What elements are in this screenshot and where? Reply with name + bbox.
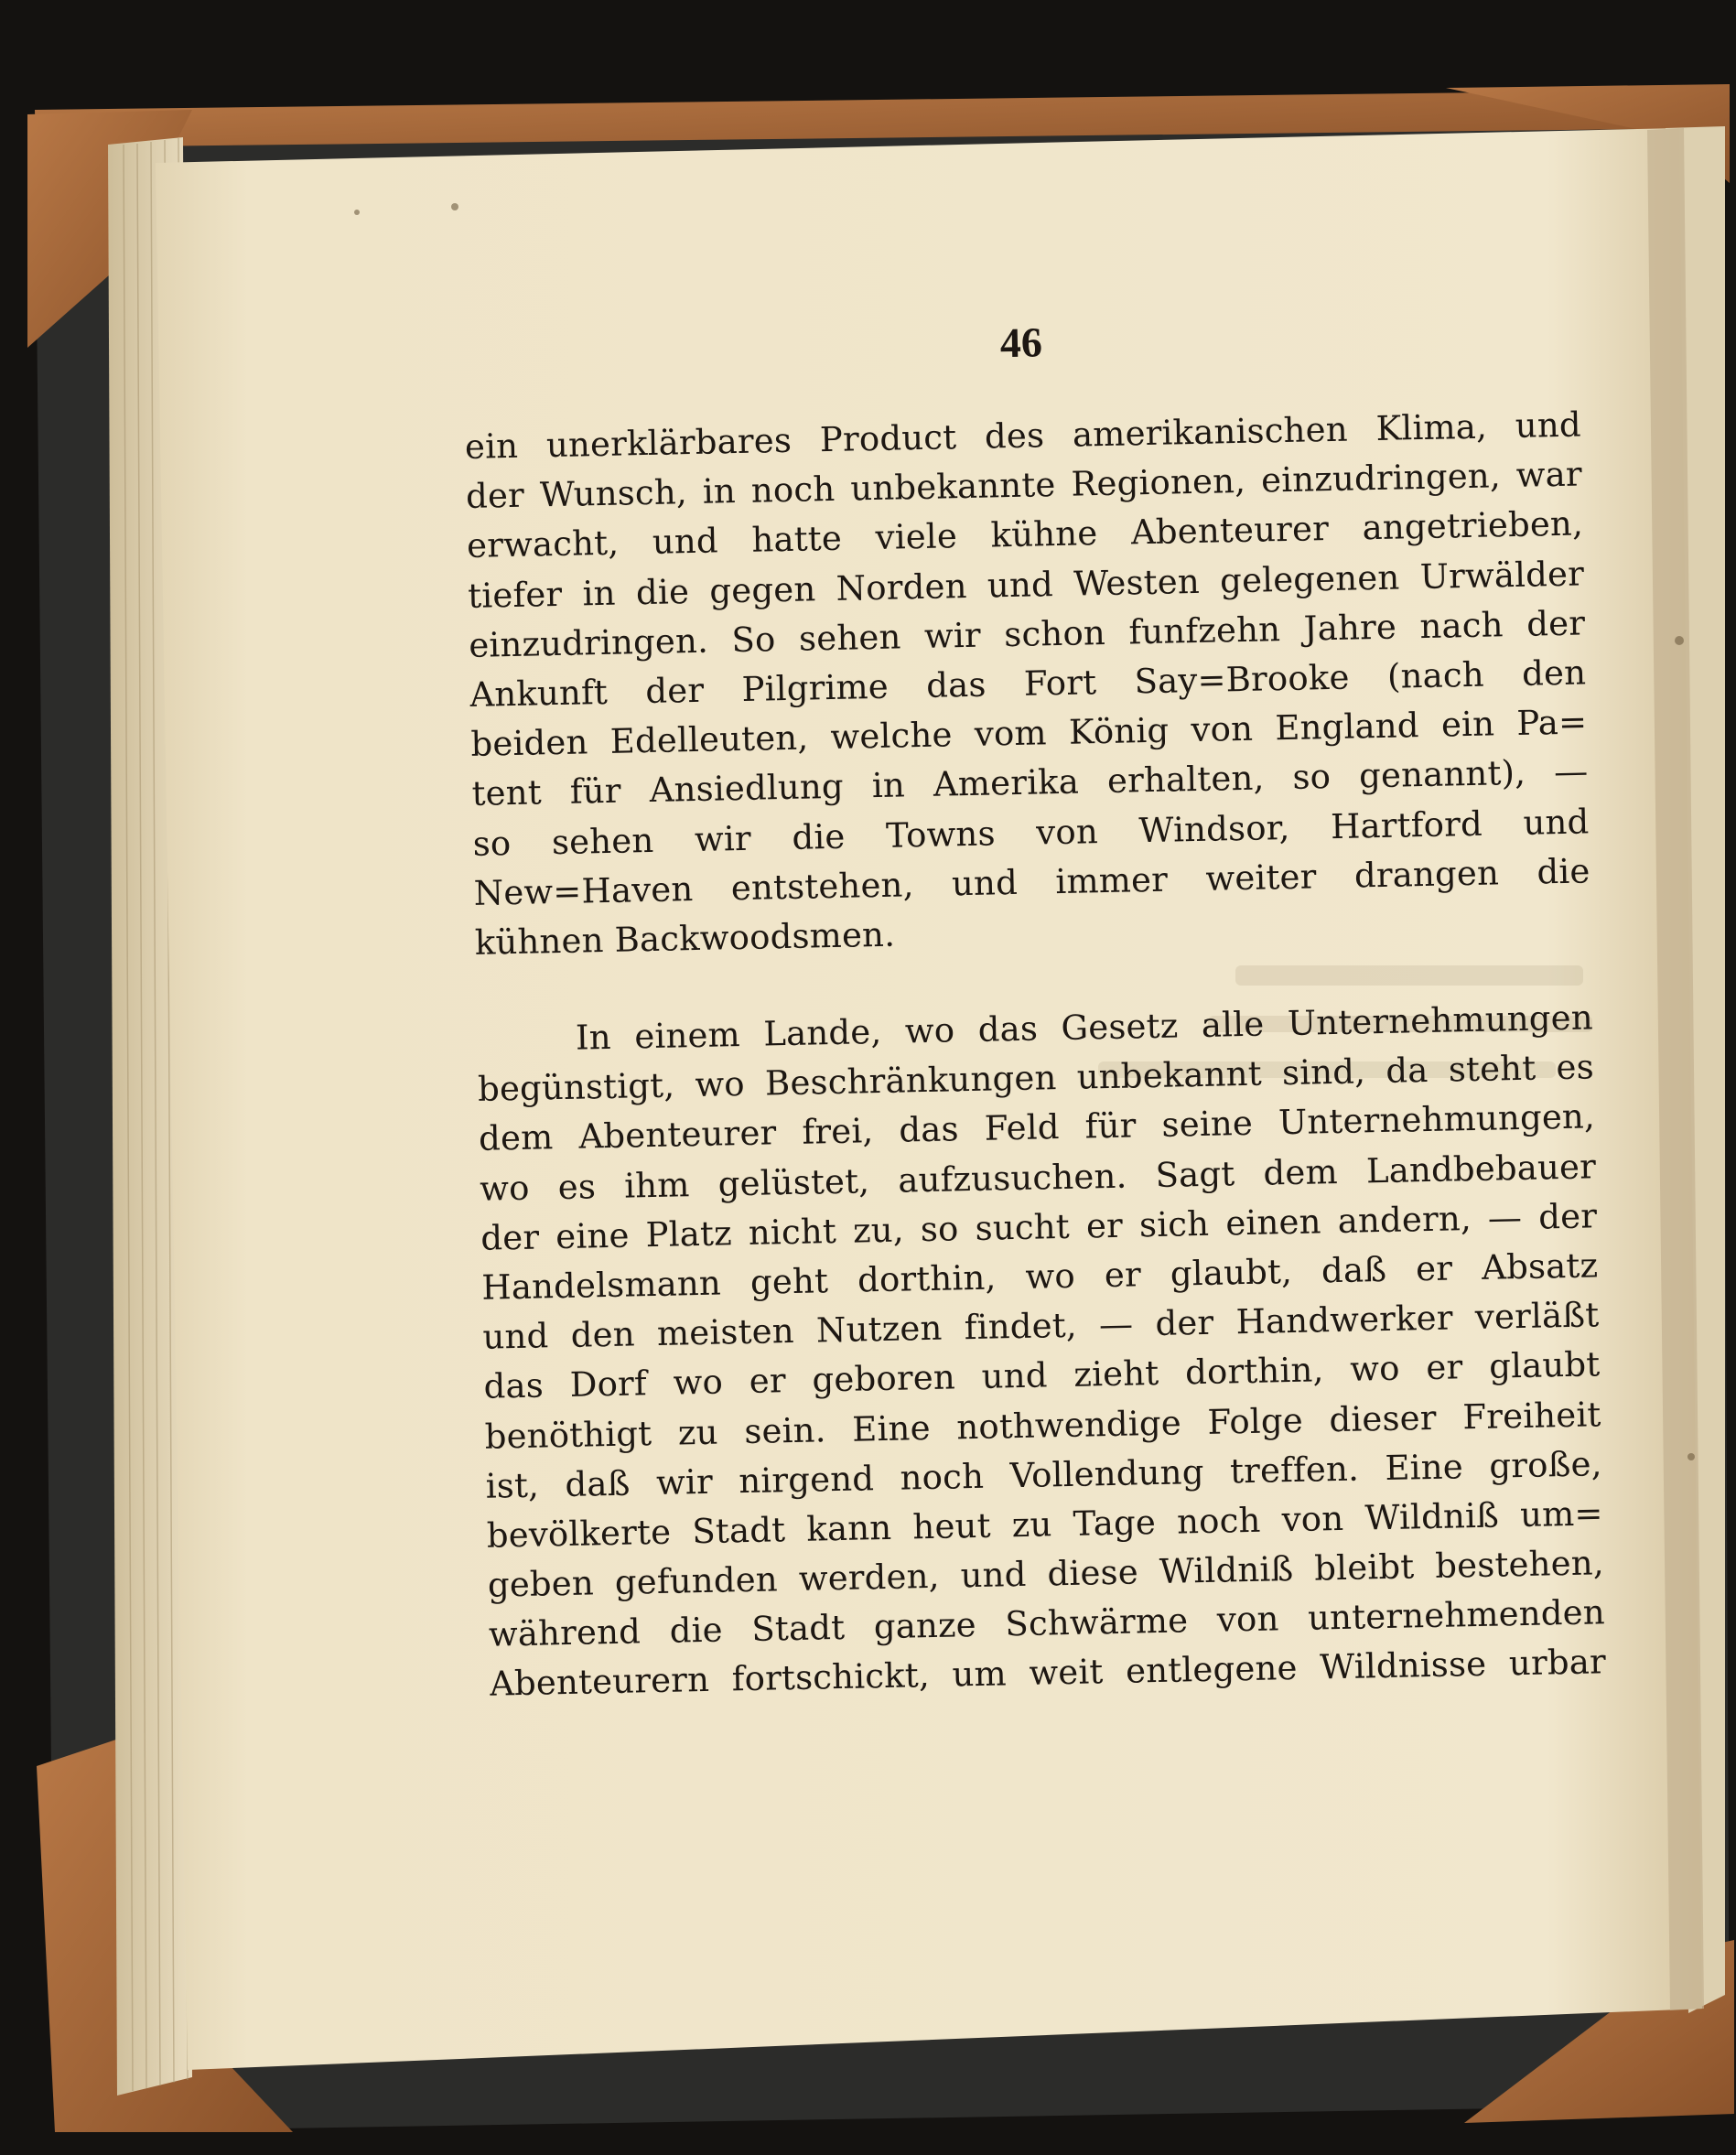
text-line: erwacht, und hatte viele kühne Abenteurer angetrieben, — [466, 503, 1584, 566]
text-line: einzudringen. So sehen wir schon funfzehn Jahre nach der — [468, 603, 1586, 665]
text-line: beiden Edelleuten, welche vom König von England ein Pa= — [470, 702, 1588, 765]
text-line: der eine Platz nicht zu, so sucht er sich einen andern, — der — [480, 1196, 1598, 1258]
text-line: und den meisten Nutzen findet, — der Handwerker verläßt — [482, 1295, 1600, 1357]
text-line: bevölkerte Stadt kann heut zu Tage noch von Wildniß um= — [486, 1493, 1604, 1556]
text-line: während die Stadt ganze Schwärme von unternehmenden — [488, 1592, 1606, 1654]
page-text-block — [462, 289, 1609, 1821]
page-number: 46 — [999, 318, 1043, 367]
paragraph-1 — [464, 400, 1591, 967]
text-line: tiefer in die gegen Norden und Westen gelegenen Urwälder — [467, 554, 1585, 616]
text-line: ein unerklärbares Product des amerikanischen Klima, und — [464, 404, 1582, 467]
text-line: benöthigt zu sein. Eine nothwendige Folge dieser Freiheit — [484, 1394, 1601, 1457]
text-line: begünstigt, wo Beschränkungen unbekannt sind, da steht es — [477, 1047, 1595, 1110]
text-line: kühnen Backwoodsmen. — [474, 914, 896, 963]
text-line: ist, daß wir nirgend noch Vollendung treffen. Eine große, — [485, 1443, 1602, 1506]
paragraph-2 — [476, 993, 1606, 1709]
text-line: wo es ihm gelüstet, aufzusuchen. Sagt dem Landbebauer — [479, 1146, 1597, 1209]
text-line: New=Haven entstehen, und immer weiter drangen die — [473, 851, 1590, 913]
text-line: das Dorf wo er geboren und zieht dorthin, wo er glaubt — [483, 1344, 1601, 1407]
text-line: Ankunft der Pilgrime das Fort Say=Brooke (nach den — [469, 652, 1587, 715]
text-line: tent für Ansiedlung in Amerika erhalten, so genannt), — — [471, 751, 1589, 814]
text-line: der Wunsch, in noch unbekannte Regionen, einzudringen, war — [465, 454, 1583, 517]
text-line: geben gefunden werden, und diese Wildniß bleibt bestehen, — [487, 1543, 1605, 1605]
text-line: Abenteurern fortschickt, um weit entlegene Wildnisse urbar — [489, 1642, 1607, 1705]
text-line: so sehen wir die Towns von Windsor, Hartford und — [472, 801, 1590, 864]
text-line: In einem Lande, wo das Gesetz alle Unternehmungen — [575, 997, 1594, 1058]
text-line: Handelsmann geht dorthin, wo er glaubt, daß er Absatz — [480, 1245, 1599, 1308]
text-line: dem Abenteurer frei, das Feld für seine Unternehmungen, — [478, 1096, 1596, 1159]
